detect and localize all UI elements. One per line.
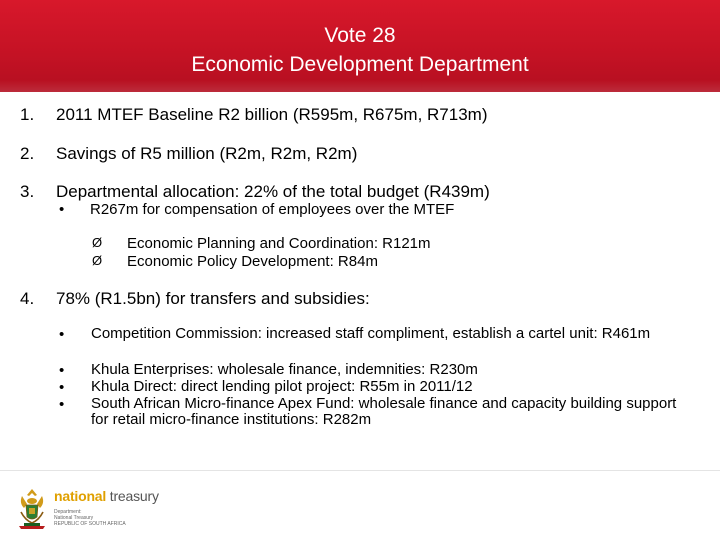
sub-bullet-text: South African Micro-finance Apex Fund: wholesale finance and capacity building support for retail micro-finance institutions: R282m <box>91 395 677 428</box>
sub-bullet-text: R267m for compensation of employees over the MTEF <box>90 201 455 218</box>
brand-wordmark <box>54 488 159 504</box>
sub-bullet-text: Khula Direct: direct lending pilot project: R55m in 2011/12 <box>91 378 473 395</box>
logo-subtext-2: National Treasury <box>54 515 94 521</box>
item-text: Savings of R5 million (R2m, R2m, R2m) <box>56 144 358 163</box>
bullet-marker: • <box>59 362 65 379</box>
coat-of-arms-icon <box>16 486 48 530</box>
arrow-marker: Ø <box>92 253 103 268</box>
national-treasury-logo <box>14 486 184 532</box>
item-number: 2. <box>20 144 35 163</box>
footer-divider <box>0 470 720 471</box>
arrow-marker: Ø <box>92 235 103 250</box>
slide-title-line2: Economic Development Department <box>191 53 529 76</box>
sub-bullet-text: Competition Commission: increased staff compliment, establish a cartel unit: R461m <box>91 325 651 342</box>
item-number: 4. <box>20 289 35 308</box>
arrow-item-text: Economic Policy Development: R84m <box>127 253 378 270</box>
bullet-marker: • <box>59 396 65 413</box>
brand-suffix: treasury <box>106 488 159 504</box>
logo-subtext-1: Department: <box>54 509 82 515</box>
brand-prefix: national <box>54 488 107 504</box>
item-number: 3. <box>20 182 35 201</box>
slide-title-line1: Vote 28 <box>324 24 396 47</box>
sub-bullet-text: Khula Enterprises: wholesale finance, indemnities: R230m <box>91 361 478 378</box>
logo-subtext-3: REPUBLIC OF SOUTH AFRICA <box>54 521 126 527</box>
item-text: Departmental allocation: 22% of the total budget (R439m) <box>56 182 490 201</box>
arrow-item-text: Economic Planning and Coordination: R121m <box>127 235 431 252</box>
bullet-marker: • <box>59 379 65 396</box>
item-text: 2011 MTEF Baseline R2 billion (R595m, R675m, R713m) <box>56 105 488 124</box>
bullet-marker: • <box>59 201 65 218</box>
item-number: 1. <box>20 105 35 124</box>
title-banner <box>0 0 720 92</box>
bullet-marker: • <box>59 326 65 343</box>
banner-fade <box>0 80 720 92</box>
item-text: 78% (R1.5bn) for transfers and subsidies: <box>56 289 370 308</box>
